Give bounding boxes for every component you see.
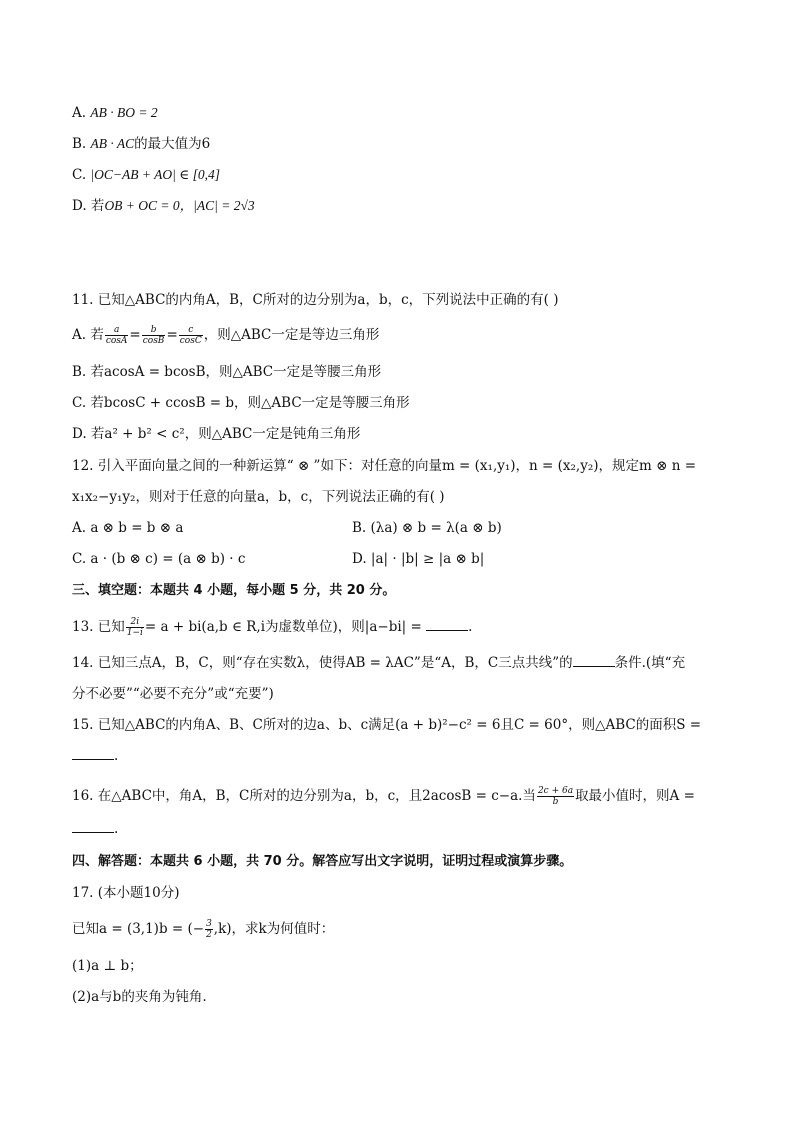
fraction: $\frac{b}{\cos B}$ (142, 325, 165, 346)
q11-option-b: B. 若acosA = bcosB，则△ABC一定是等腰三角形 (72, 364, 382, 380)
q12-stem-line1: 12. 引入平面向量之间的一种新运算“ ⊗ ”如下：对任意的向量m = (x₁,y₁)，n = (x₂,y₂)，规定m ⊗ n = (72, 458, 697, 474)
q11-option-d: D. 若a² + b² < c²，则△ABC一定是钝角三角形 (72, 426, 361, 442)
section-3-heading: 三、填空题：本题共 4 小题，每小题 5 分，共 20 分。 (72, 583, 396, 598)
q17-heading: 17. (本小题10分) (72, 885, 180, 901)
q14-line2: 分不必要”“必要不充分”或“充要”) (72, 686, 274, 702)
q16-line1: 16. 在△ABC中，角A，B，C所对的边分别为a，b，c，且2acosB = c−a.当 $\frac{2c + 6a}{b}$ 取最小值时，则A = (72, 786, 695, 807)
q10-option-c: C. |OC−AB + AO| ∈ [0,4] (72, 167, 220, 183)
q10-option-b: B. AB · AC的最大值为6 (72, 136, 211, 152)
q17-stem: 已知a = (3,1)b = (− $\frac{3}{2}$ ,k)，求k为何值时： (72, 919, 335, 940)
q17-part-1: (1)a ⊥ b； (72, 958, 143, 974)
q15-line2: . (72, 747, 118, 765)
fraction: $\frac{2c + 6a}{b}$ (537, 786, 574, 807)
fraction: $\frac{a}{\cos A}$ (105, 325, 128, 346)
q11-stem: 11. 已知△ABC的内角A，B，C所对的边分别为a，b，c，下列说法中正确的有( ) (72, 292, 559, 308)
answer-blank (72, 820, 114, 833)
q12-option-b: B. (λa) ⊗ b = λ(a ⊗ b) (352, 520, 502, 536)
q11-option-a: A. 若 $\frac{a}{\cos A}$ = $\frac{b}{\cos B}$ = $\frac{c}{\cos C}$ ，则△ABC一定是等边三角形 (72, 325, 380, 346)
q12-option-a: A. a ⊗ b = b ⊗ a (72, 520, 184, 536)
fraction: $\frac{c}{\cos C}$ (179, 325, 202, 346)
q13: 13. 已知 $\frac{2i}{1-i}$ = a + bi(a,b ∈ R,i为虚数单位)，则|a−bi| = . (72, 617, 473, 638)
q16-line2: . (72, 820, 118, 838)
fraction: $\frac{2i}{1-i}$ (126, 617, 143, 638)
q12-option-d: D. |a| · |b| ≥ |a ⊗ b| (352, 551, 485, 567)
fraction: $\frac{3}{2}$ (206, 919, 212, 940)
q14-line1: 14. 已知三点A，B，C，则“存在实数λ，使得AB = λAC”是“A，B，C三点共线”的 条件.(填“充 (72, 655, 686, 671)
q10-option-d: D. 若OB + OC = 0，|AC| = 2√3 (72, 198, 255, 214)
q12-option-c: C. a · (b ⊗ c) = (a ⊗ b) · c (72, 551, 246, 567)
section-4-heading: 四、解答题：本题共 6 小题，共 70 分。解答应写出文字说明，证明过程或演算步骤。 (72, 854, 573, 869)
answer-blank (72, 747, 114, 760)
q12-stem-line2: x₁x₂−y₁y₂，则对于任意的向量a，b，c，下列说法正确的有( ) (72, 489, 445, 505)
q10-option-a: A. AB · BO = 2 (72, 105, 158, 121)
q15-line1: 15. 已知△ABC的内角A、B、C所对的边a、b、c满足(a + b)²−c² = 6且C = 60°，则△ABC的面积S = (72, 717, 702, 733)
answer-blank (426, 618, 468, 631)
answer-blank (573, 654, 615, 667)
q17-part-2: (2)a与b的夹角为钝角. (72, 989, 207, 1005)
q11-option-c: C. 若bcosC + ccosB = b，则△ABC一定是等腰三角形 (72, 395, 410, 411)
